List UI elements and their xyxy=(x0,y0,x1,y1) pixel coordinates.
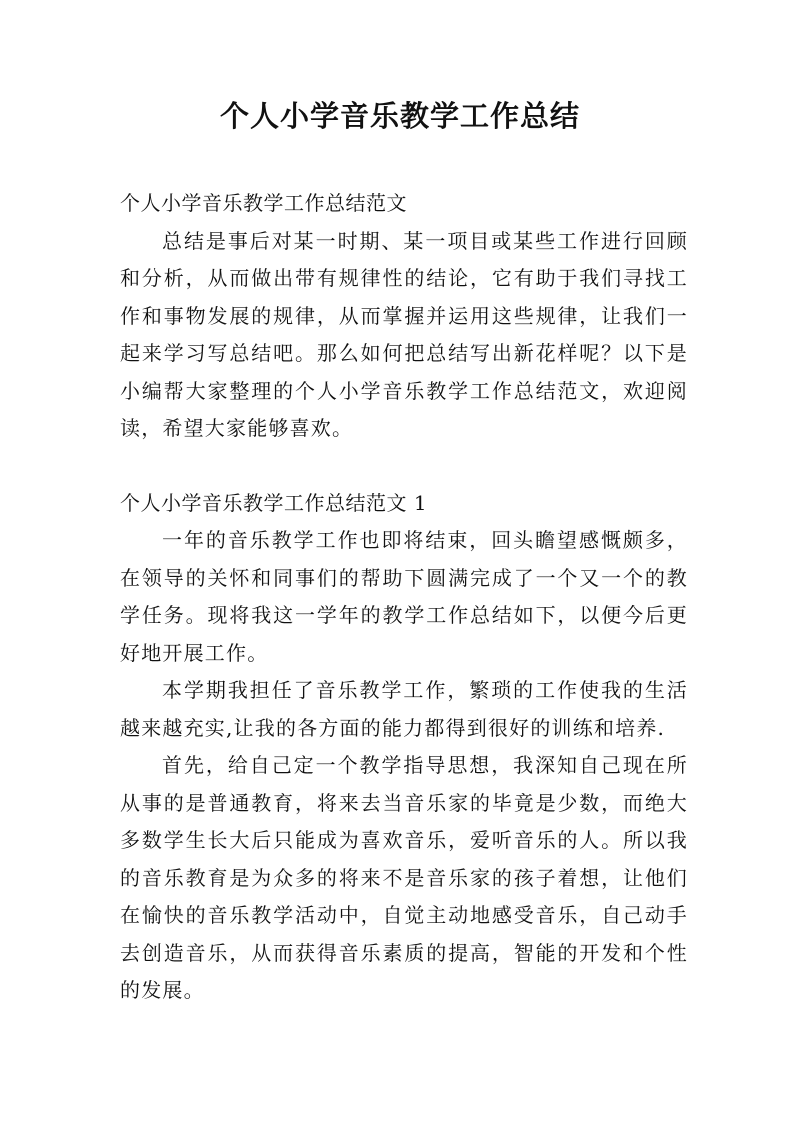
document-title: 个人小学音乐教学工作总结 xyxy=(219,99,580,133)
body-paragraph: 一年的音乐教学工作也即将结束，回头瞻望感慨颇多，在领导的关怀和同事们的帮助下圆满完成了一个又一个的教学任务。现将我这一学年的教学工作总结如下，以便今后更好地开展工作。 xyxy=(120,528,688,665)
body-paragraph: 首先，给自己定一个教学指导思想，我深知自己现在所从事的是普通教育，将来去当音乐家的毕竟是少数，而绝大多数学生长大后只能成为喜欢音乐，爱听音乐的人。所以我的音乐教育是为众多的将来不是音乐家的孩子着想，让他们在愉快的音乐教学活动中，自觉主动地感受音乐，自己动手去创造音乐，从而获得音乐素质的提高，智能的开发和个性的发展。 xyxy=(120,753,688,1002)
section-heading: 个人小学音乐教学工作总结范文 xyxy=(120,191,407,215)
document-body xyxy=(120,185,688,1010)
body-paragraph: 本学期我担任了音乐教学工作，繁琐的工作使我的生活越来越充实,让我的各方面的能力都得到很好的训练和培养. xyxy=(120,678,688,740)
section-spacer xyxy=(120,448,688,485)
body-paragraph: 总结是事后对某一时期、某一项目或某些工作进行回顾和分析，从而做出带有规律性的结论，它有助于我们寻找工作和事物发展的规律，从而掌握并运用这些规律，让我们一起来学习写总结吧。那么如何把总结写出新花样呢？以下是小编帮大家整理的个人小学音乐教学工作总结范文，欢迎阅读，希望大家能够喜欢。 xyxy=(120,228,688,440)
section-heading: 个人小学音乐教学工作总结范文 1 xyxy=(120,490,428,515)
